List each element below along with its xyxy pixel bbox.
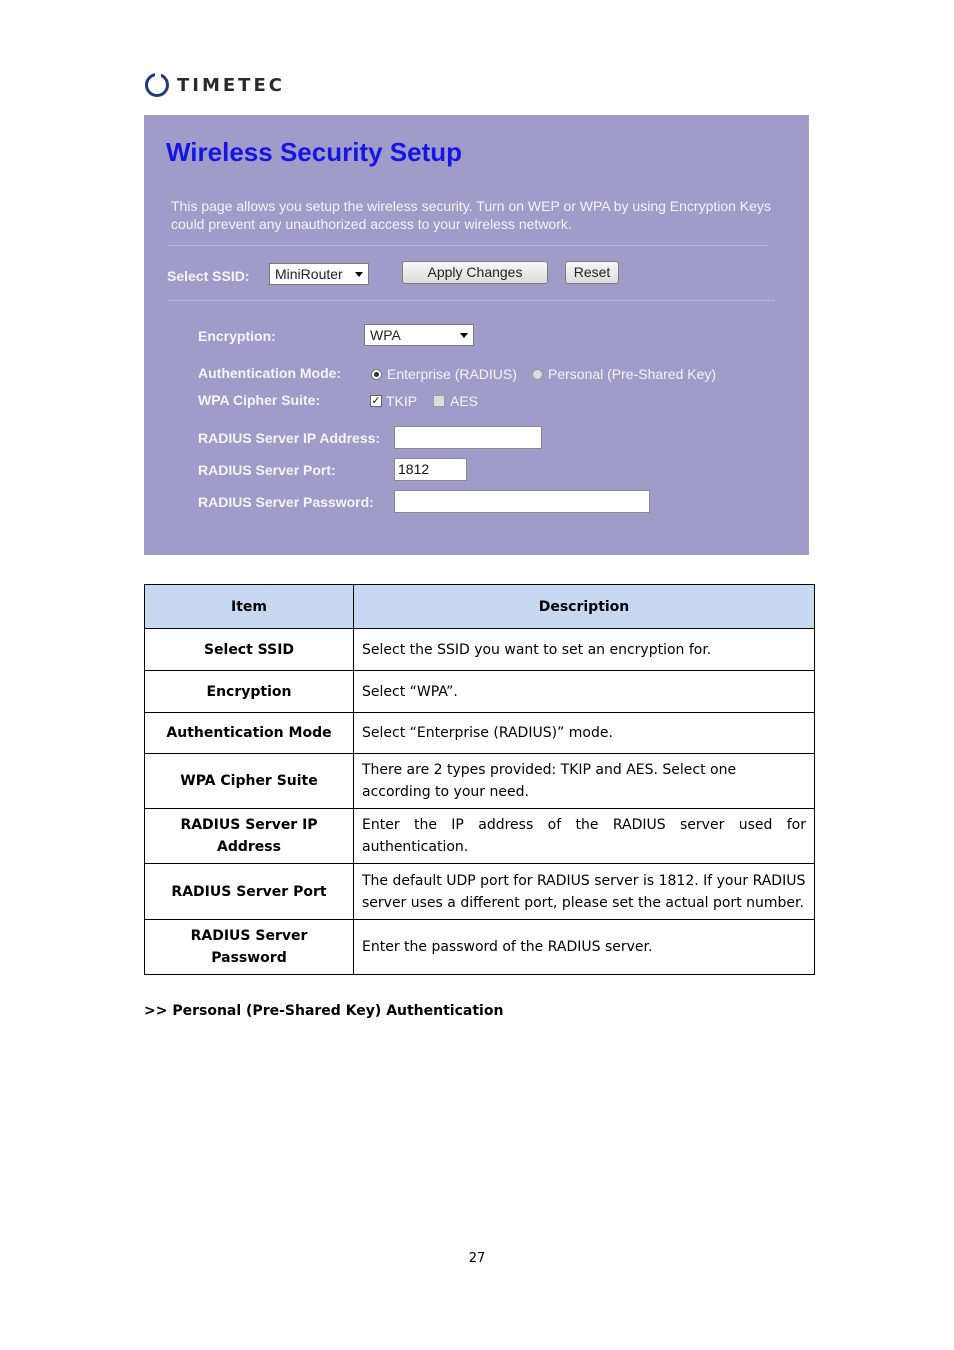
panel-description: This page allows you setup the wireless security. Turn on WEP or WPA by using Encryption Keys could prevent any unauthorized access to your wireless network. — [171, 198, 771, 232]
apply-changes-button[interactable]: Apply Changes — [402, 261, 548, 284]
row-description-line: Enter the IP address of the RADIUS server used for — [362, 817, 806, 833]
row-description: Enter the password of the RADIUS server. — [354, 920, 815, 975]
aes-label: AES — [450, 393, 479, 409]
row-description: Select the SSID you want to set an encryption for. — [354, 629, 815, 671]
page-number: 27 — [468, 1251, 486, 1266]
row-description: Select “Enterprise (RADIUS)” mode. — [354, 713, 815, 754]
encryption-select[interactable] — [364, 324, 474, 346]
auth-personal-radio[interactable] — [532, 369, 543, 380]
divider — [168, 245, 768, 246]
radius-ip-input[interactable] — [394, 426, 542, 449]
row-item: RADIUS Server Password — [145, 920, 354, 975]
row-description — [354, 809, 815, 864]
row-description: The default UDP port for RADIUS server is 1812. If your RADIUS server uses a different port, please set the actual port number. — [354, 864, 815, 920]
logo-ring-icon — [145, 73, 169, 97]
reset-button[interactable]: Reset — [565, 261, 619, 284]
wireless-security-panel — [144, 115, 809, 555]
table-row — [145, 754, 815, 809]
encryption-label: Encryption: — [198, 328, 276, 344]
row-description-line: authentication. — [362, 839, 469, 855]
table-row — [145, 809, 815, 864]
ssid-select-value: MiniRouter — [275, 266, 343, 282]
logo-text: TIMETEC — [177, 74, 285, 96]
table-header-row — [145, 585, 815, 629]
auth-mode-label: Authentication Mode: — [198, 365, 342, 381]
section-heading: >> Personal (Pre-Shared Key) Authentication — [144, 1003, 504, 1019]
table-row — [145, 920, 815, 975]
aes-checkbox[interactable] — [433, 395, 445, 407]
row-item: Authentication Mode — [145, 713, 354, 754]
settings-description-table — [144, 584, 815, 975]
row-item: RADIUS Server Port — [145, 864, 354, 920]
table-row — [145, 629, 815, 671]
table-row — [145, 671, 815, 713]
radius-password-input[interactable] — [394, 490, 650, 513]
table-row — [145, 713, 815, 754]
radius-port-input[interactable]: 1812 — [394, 458, 467, 481]
ssid-select[interactable] — [269, 263, 369, 285]
chevron-down-icon — [460, 333, 468, 338]
tkip-label: TKIP — [386, 393, 418, 409]
radius-ip-label: RADIUS Server IP Address: — [198, 430, 381, 446]
row-item: Select SSID — [145, 629, 354, 671]
radius-password-label: RADIUS Server Password: — [198, 494, 374, 510]
table-row — [145, 864, 815, 920]
row-description: Select “WPA”. — [354, 671, 815, 713]
panel-title: Wireless Security Setup — [166, 137, 462, 167]
encryption-select-value: WPA — [370, 327, 401, 343]
row-item: Encryption — [145, 671, 354, 713]
auth-enterprise-radio[interactable] — [371, 369, 382, 380]
cipher-suite-label: WPA Cipher Suite: — [198, 392, 321, 408]
timetec-logo — [145, 70, 285, 100]
row-item: RADIUS Server IP Address — [145, 809, 354, 864]
column-header-item: Item — [145, 585, 354, 629]
tkip-checkbox[interactable]: ✓ — [371, 395, 381, 407]
chevron-down-icon — [355, 272, 363, 277]
divider — [168, 300, 775, 301]
row-item: WPA Cipher Suite — [145, 754, 354, 809]
radius-port-label: RADIUS Server Port: — [198, 462, 336, 478]
auth-personal-label: Personal (Pre-Shared Key) — [548, 366, 717, 382]
auth-enterprise-label: Enterprise (RADIUS) — [387, 366, 517, 382]
row-description: There are 2 types provided: TKIP and AES. Select one according to your need. — [354, 754, 815, 809]
column-header-description: Description — [354, 585, 815, 629]
select-ssid-label: Select SSID: — [167, 268, 250, 284]
